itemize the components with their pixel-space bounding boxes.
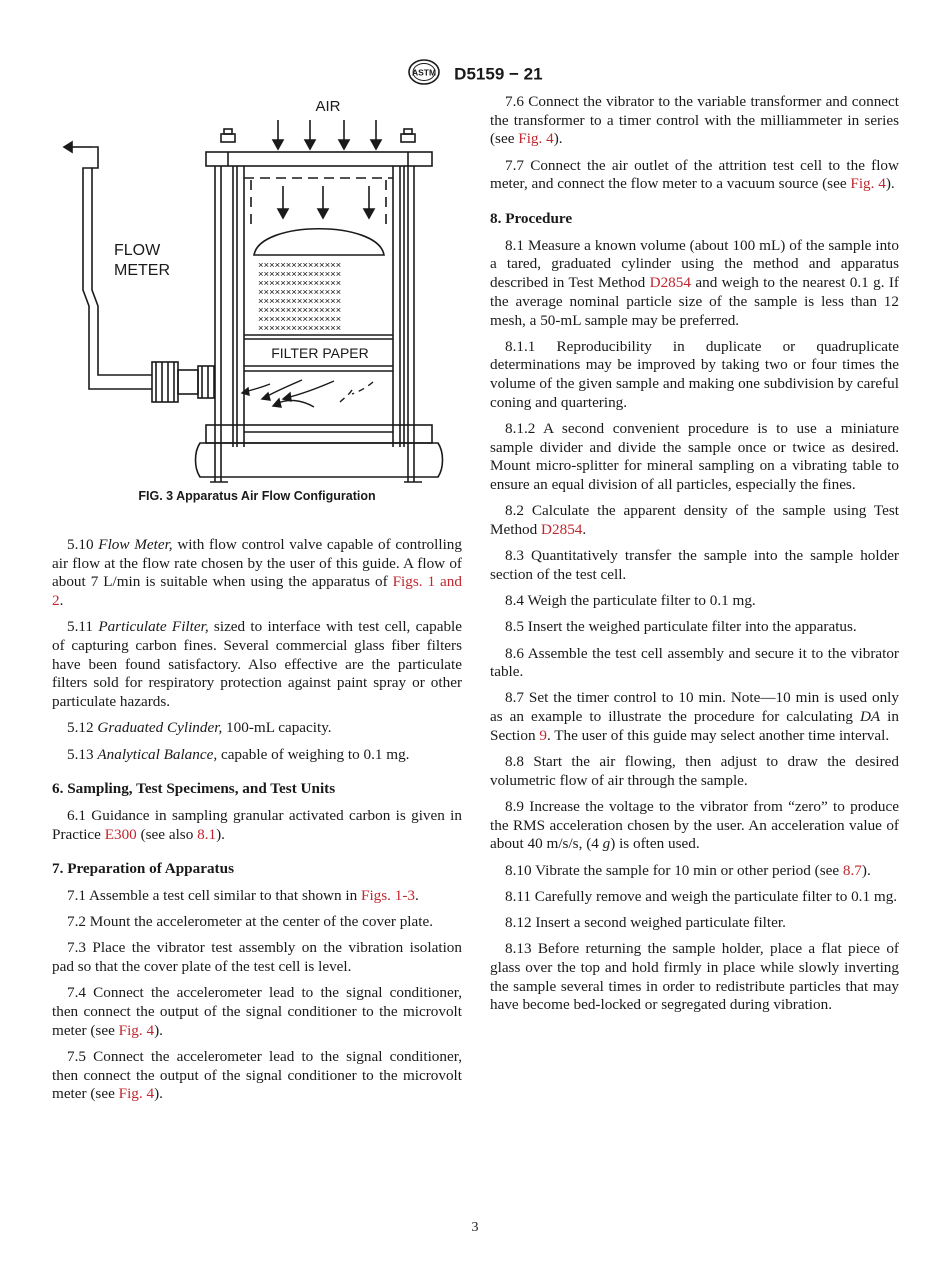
figure-3-diagram (52, 92, 462, 517)
svg-text:×××××××××××××××: ××××××××××××××× (258, 278, 342, 289)
heading-section-8: 8. Procedure (490, 210, 573, 228)
document-number: D5159 − 21 (454, 64, 543, 84)
svg-text:×××××××××××××××: ××××××××××××××× (258, 314, 342, 325)
link-fig-4[interactable]: Fig. 4 (518, 130, 554, 148)
svg-text:×××××××××××××××: ××××××××××××××× (258, 323, 342, 334)
logo-text: ASTM (412, 67, 437, 78)
para-8-3: 8.3 Quantitatively transfer the sample into the sample holder section of the test cell. (490, 547, 899, 583)
heading-section-6: 6. Sampling, Test Specimens, and Test Units (52, 780, 336, 798)
outlet-flow-arrows (242, 380, 373, 407)
vibrator-table (196, 443, 443, 477)
para-8-1-2: 8.1.2 A second convenient procedure is to use a miniature sample divider and divide the sample once or twice as desired. Mount micro-splitter for mineral sampling on a vibrating table to ensure an equal division of all particles, especially the fines. (490, 420, 899, 494)
link-8-7[interactable]: 8.7 (842, 861, 862, 879)
link-e300[interactable]: E300 (104, 825, 137, 843)
svg-text:×××××××××××××××: ××××××××××××××× (258, 305, 342, 316)
para-8-2: 8.2 Calculate the apparent density of the sample using Test Method D2854. (490, 502, 899, 539)
para-8-5: 8.5 Insert the weighed particulate filter into the apparatus. (505, 618, 857, 636)
svg-text:×××××××××××××××: ××××××××××××××× (258, 287, 342, 298)
para-7-5: 7.5 Connect the accelerometer lead to the signal conditioner, then connect the output of the signal conditioner to the microvolt meter (see Fig. 4). (52, 1047, 462, 1103)
figure-caption: FIG. 3 Apparatus Air Flow Configuration (138, 489, 376, 503)
link-d2854[interactable]: D2854 (649, 274, 691, 292)
para-7-1: 7.1 Assemble a test cell similar to that shown in Figs. 1-3. (67, 887, 419, 905)
label-filter-paper: FILTER PAPER (271, 345, 369, 361)
para-8-12: 8.12 Insert a second weighed particulate filter. (505, 914, 786, 932)
para-8-10: 8.10 Vibrate the sample for 10 min or other period (see 8.7). (505, 861, 871, 879)
left-column (52, 536, 462, 1112)
label-air: AIR (315, 98, 341, 115)
para-7-2: 7.2 Mount the accelerometer at the center of the cover plate. (67, 913, 434, 931)
para-7-4: 7.4 Connect the accelerometer lead to the signal conditioner, then connect the output of the signal conditioner to the microvolt meter (see Fig. 4). (52, 984, 462, 1039)
air-inlet-arrows (273, 120, 381, 149)
carbon-sample (258, 260, 341, 334)
link-fig-4[interactable]: Fig. 4 (118, 1021, 155, 1039)
label-meter: METER (114, 262, 170, 279)
svg-text:×××××××××××××××: ××××××××××××××× (258, 296, 342, 307)
base-plate (206, 425, 432, 443)
outlet-fitting (152, 362, 214, 402)
link-8-1[interactable]: 8.1 (197, 825, 217, 843)
para-8-8: 8.8 Start the air flowing, then adjust to draw the desired volumetric flow of air through the sample. (490, 753, 899, 789)
para-5-12: 5.12 Graduated Cylinder, 100-mL capacity. (67, 719, 332, 737)
sample-dome (254, 229, 384, 255)
link-fig-4[interactable]: Fig. 4 (118, 1085, 155, 1103)
svg-text:×××××××××××××××: ××××××××××××××× (258, 260, 342, 271)
para-8-11: 8.11 Carefully remove and weigh the particulate filter to 0.1 mg. (505, 887, 898, 905)
para-5-13: 5.13 Analytical Balance, capable of weighing to 0.1 mg. (67, 745, 410, 763)
top-bolts (221, 129, 415, 142)
page-number: 3 (471, 1220, 479, 1235)
link-d2854[interactable]: D2854 (541, 521, 583, 539)
para-5-10: 5.10 Flow Meter, with flow control valve capable of controlling air flow at the flow rate chosen by the user of this guide. A flow of about 7 L/min is suitable when using the apparatus of Figs. 1 and 2. (52, 536, 462, 610)
para-8-6: 8.6 Assemble the test cell assembly and secure it to the vibrator table. (490, 644, 899, 681)
para-8-7: 8.7 Set the timer control to 10 min. Note—10 min is used only as an example to illustrate the procedure for calculating DA in Section 9. The user of this guide may select another time interval. (490, 689, 899, 744)
link-figs-1-2[interactable]: Figs. 1 and 2 (52, 573, 462, 610)
cover-plate (206, 152, 432, 166)
link-section-9[interactable]: 9 (539, 726, 547, 744)
link-figs-1-3[interactable]: Figs. 1-3 (361, 887, 416, 905)
label-flow: FLOW (114, 242, 161, 259)
para-6-1: 6.1 Guidance in sampling granular activated carbon is given in Practice E300 (see also 8.1). (52, 806, 462, 843)
astm-logo (407, 58, 441, 91)
para-8-1: 8.1 Measure a known volume (about 100 mL) of the sample into a tared, graduated cylinder using the method and apparatus described in Test Method D2854 and weigh to the nearest 0.1 g. If the average nominal particle size of the sample is less than 12 mesh, a 50-mL sample may be preferred. (490, 236, 899, 329)
para-8-13: 8.13 Before returning the sample holder, place a flat piece of glass over the top and hold firmly in place while slowly inverting the sample several times in order to redistribute particles that may have become bed-locked or segregated during vibration. (490, 940, 899, 1014)
para-7-3: 7.3 Place the vibrator test assembly on the vibration isolation pad so that the cover plate of the test cell is level. (52, 939, 462, 976)
para-7-6: 7.6 Connect the vibrator to the variable transformer and connect the transformer to a timer control with the milliammeter in series (see Fig. 4). (490, 93, 899, 148)
para-5-11: 5.11 Particulate Filter, sized to interface with test cell, capable of capturing carbon fines. Several commercial glass fiber filters have been found satisfactory. Also effective are the particulate filters sold for respiratory protection against paint spray or other particulate hazards. (52, 618, 463, 711)
link-fig-4[interactable]: Fig. 4 (850, 175, 886, 193)
para-7-7: 7.7 Connect the air outlet of the attrition test cell to the flow meter, and connect the flow meter to a vacuum source (see Fig. 4). (490, 156, 899, 193)
page-header (0, 58, 950, 91)
para-8-9: 8.9 Increase the voltage to the vibrator from “zero” to produce the RMS acceleration chosen by the user. An acceleration value of about 40 m/s/s, (4 g) is often used. (490, 798, 899, 853)
svg-text:×××××××××××××××: ××××××××××××××× (258, 269, 342, 280)
heading-section-7: 7. Preparation of Apparatus (52, 860, 234, 878)
internal-flow-arrows (278, 186, 374, 218)
para-8-1-1: 8.1.1 Reproducibility in duplicate or quadruplicate determinations may be improved by taking two or four times the volume of the given sample and making one subdivision by careful coning and quartering. (490, 337, 899, 411)
right-column (490, 93, 899, 1023)
para-8-4: 8.4 Weigh the particulate filter to 0.1 mg. (505, 592, 756, 610)
